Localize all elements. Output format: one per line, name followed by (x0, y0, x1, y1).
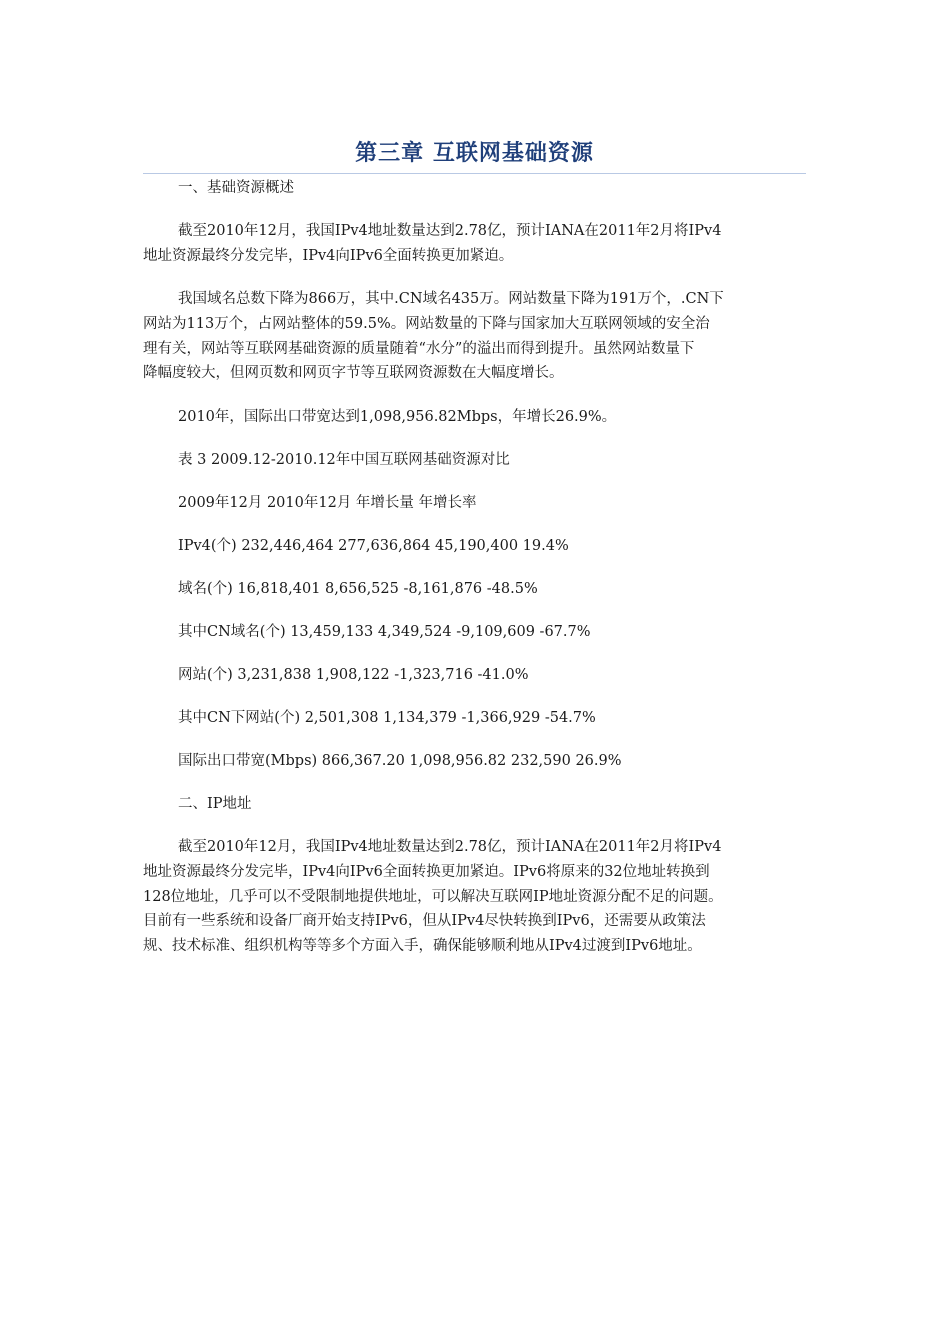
table-caption: 表 3 2009.12-2010.12年中国互联网基础资源对比 (178, 452, 510, 468)
title-underline (143, 173, 806, 174)
table-row: 国际出口带宽(Mbps) 866,367.20 1,098,956.82 232,590 26.9% (178, 753, 622, 769)
table-row: 域名(个) 16,818,401 8,656,525 -8,161,876 -48.5% (178, 581, 538, 597)
paragraph-1-line-1: 截至2010年12月，我国IPv4地址数量达到2.78亿，预计IANA在2011年2月将IPv4 (178, 223, 722, 239)
section-heading-ip-address: 二、IP地址 (178, 796, 252, 812)
paragraph-2-line-1: 我国域名总数下降为866万，其中.CN域名435万。网站数量下降为191万个，.CN下 (178, 291, 724, 307)
table-row: IPv4(个) 232,446,464 277,636,864 45,190,400 19.4% (178, 538, 569, 554)
paragraph-2-line-2: 网站为113万个，占网站整体的59.5%。网站数量的下降与国家加大互联网领域的安全治 (143, 316, 710, 332)
paragraph-4-line-4: 目前有一些系统和设备厂商开始支持IPv6，但从IPv4尽快转换到IPv6，还需要从政策法 (143, 913, 706, 929)
table-header-row: 2009年12月 2010年12月 年增长量 年增长率 (178, 495, 477, 511)
paragraph-4-line-1: 截至2010年12月，我国IPv4地址数量达到2.78亿，预计IANA在2011年2月将IPv4 (178, 839, 722, 855)
table-row: 网站(个) 3,231,838 1,908,122 -1,323,716 -41.0% (178, 667, 529, 683)
table-row: 其中CN下网站(个) 2,501,308 1,134,379 -1,366,929 -54.7% (178, 710, 596, 726)
table-row: 其中CN域名(个) 13,459,133 4,349,524 -9,109,609 -67.7% (178, 624, 591, 640)
paragraph-2-line-4: 降幅度较大，但网页数和网页字节等互联网资源数在大幅度增长。 (143, 365, 564, 381)
paragraph-4-line-5: 规、技术标准、组织机构等等多个方面入手，确保能够顺利地从IPv4过渡到IPv6地址。 (143, 938, 702, 954)
bandwidth-paragraph: 2010年，国际出口带宽达到1,098,956.82Mbps，年增长26.9%。 (178, 409, 617, 425)
section-heading-overview: 一、基础资源概述 (178, 180, 294, 196)
paragraph-4-line-3: 128位地址，几乎可以不受限制地提供地址，可以解决互联网IP地址资源分配不足的问题。 (143, 889, 723, 905)
chapter-title: 第三章 互联网基础资源 (355, 141, 594, 166)
paragraph-4-line-2: 地址资源最终分发完毕，IPv4向IPv6全面转换更加紧迫。IPv6将原来的32位地址转换到 (143, 864, 710, 880)
paragraph-2-line-3: 理有关，网站等互联网基础资源的质量随着“水分”的溢出而得到提升。虽然网站数量下 (143, 341, 695, 357)
paragraph-1-line-2: 地址资源最终分发完毕，IPv4向IPv6全面转换更加紧迫。 (143, 248, 514, 264)
